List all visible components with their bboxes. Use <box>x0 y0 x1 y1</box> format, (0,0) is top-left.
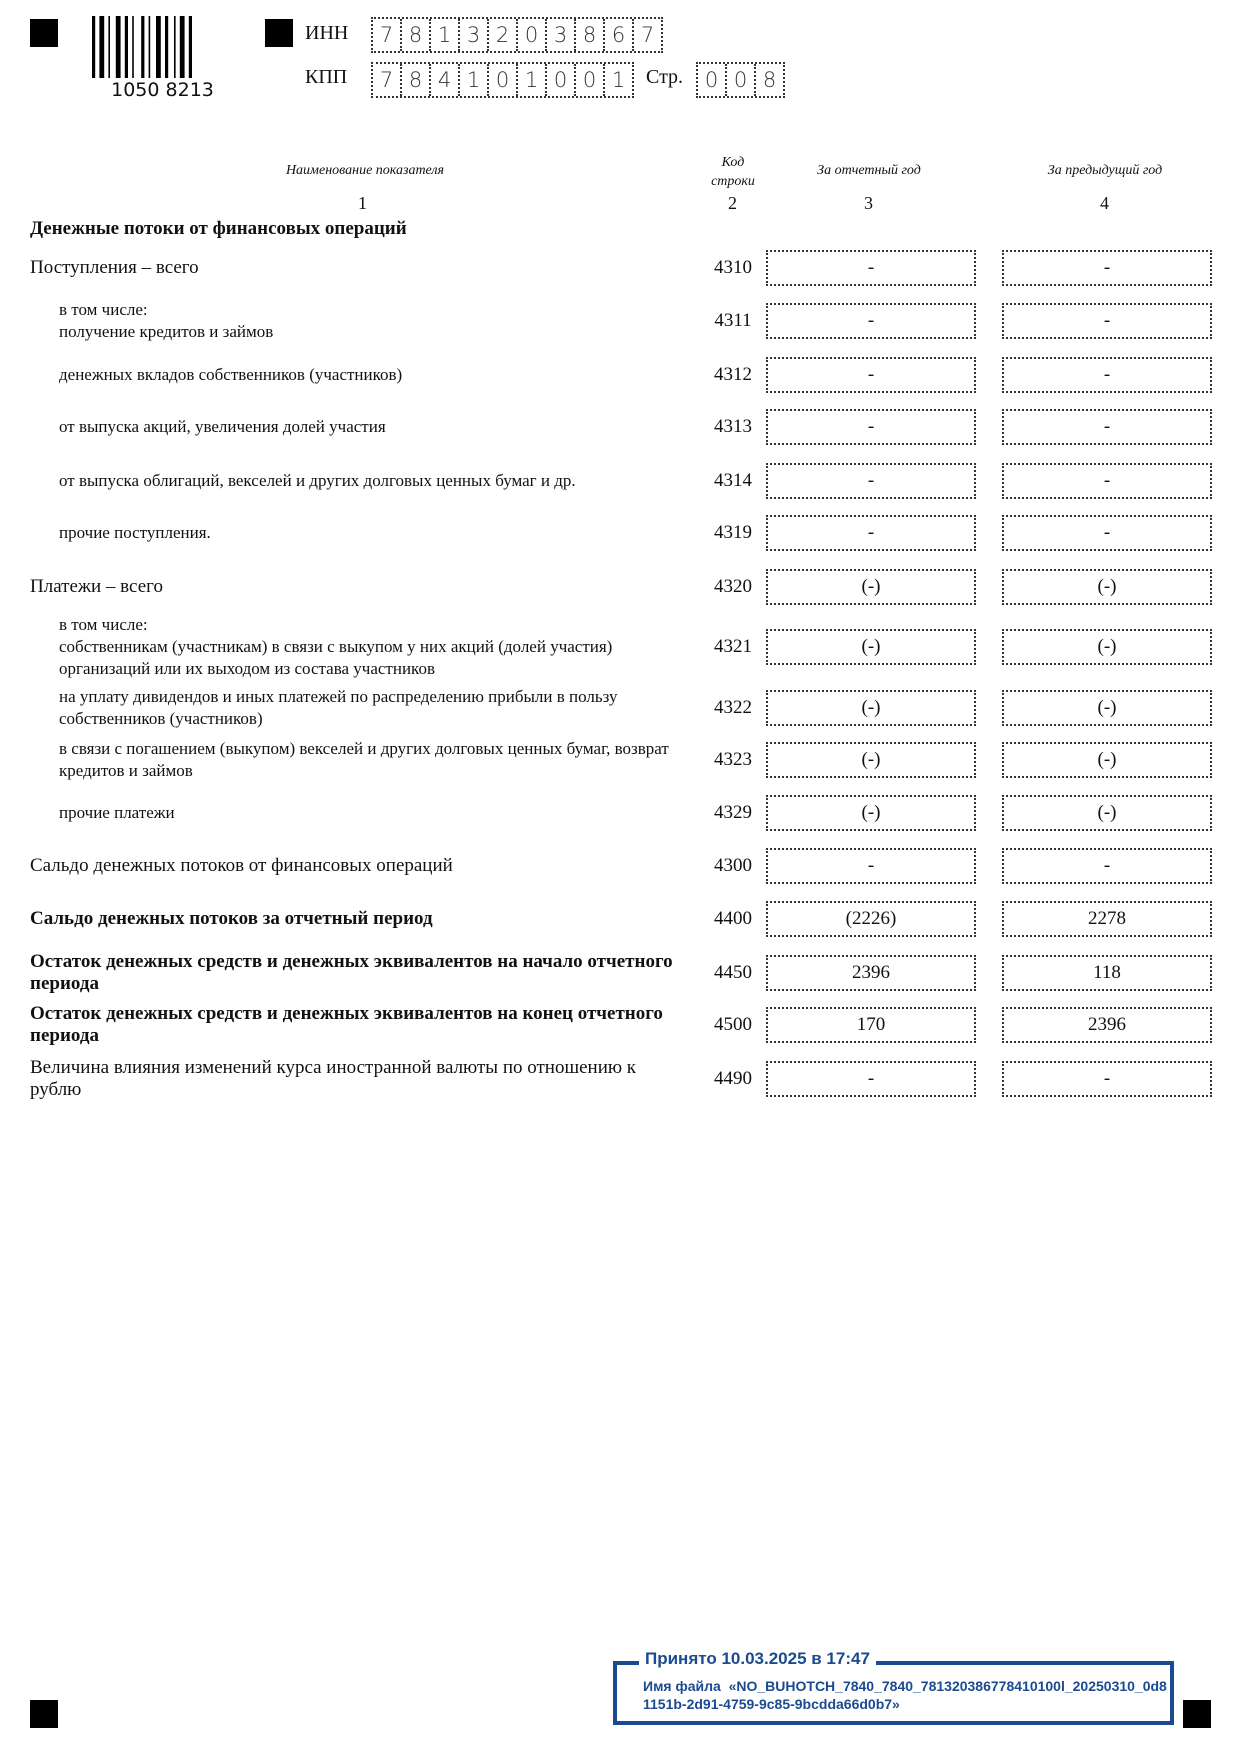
barcode-bar <box>189 16 192 78</box>
digit-cell: 0 <box>547 64 576 96</box>
col-header-current: За отчетный год <box>817 163 921 178</box>
digit-cell: 7 <box>640 23 655 47</box>
row-code: 4312 <box>714 364 752 385</box>
row-label: Платежи – всего <box>30 576 163 597</box>
digit-cell: 2 <box>489 19 518 51</box>
current-year-value: (-) <box>766 742 976 778</box>
previous-year-value: - <box>1002 357 1212 393</box>
row-code: 4500 <box>714 1014 752 1035</box>
previous-year-value: - <box>1002 1061 1212 1097</box>
digit-cell: 8 <box>762 68 777 92</box>
row-code: 4310 <box>714 257 752 278</box>
current-year-value: - <box>766 357 976 393</box>
previous-year-value: - <box>1002 848 1212 884</box>
current-year-value: - <box>766 409 976 445</box>
digit-cell: 1 <box>518 64 547 96</box>
digit-cell: 8 <box>576 19 605 51</box>
row-label: Сальдо денежных потоков от финансовых операций <box>30 855 453 876</box>
row-code: 4329 <box>714 802 752 823</box>
barcode-bar <box>108 16 110 78</box>
col-number: 2 <box>728 193 737 213</box>
barcode <box>90 16 235 101</box>
current-year-value: (-) <box>766 795 976 831</box>
row-code: 4314 <box>714 470 752 491</box>
acceptance-stamp <box>613 1649 1174 1725</box>
barcode-bar <box>141 16 144 78</box>
digit-cell: 0 <box>727 64 756 96</box>
row-code: 4322 <box>714 697 752 718</box>
current-year-value: - <box>766 463 976 499</box>
digit-cell: 1 <box>460 64 489 96</box>
previous-year-value: - <box>1002 515 1212 551</box>
previous-year-value: (-) <box>1002 569 1212 605</box>
barcode-bar <box>125 16 128 78</box>
page-label: Стр. <box>646 66 684 88</box>
row-label: от выпуска акций, увеличения долей участия <box>59 417 386 436</box>
barcode-bar <box>174 16 176 78</box>
previous-year-value: 118 <box>1002 955 1212 991</box>
row-code: 4313 <box>714 416 752 437</box>
previous-year-value: (-) <box>1002 690 1212 726</box>
barcode-bar <box>132 16 134 78</box>
row-label: прочие платежи <box>59 803 175 822</box>
previous-year-value: - <box>1002 463 1212 499</box>
digit-cell: 3 <box>547 19 576 51</box>
previous-year-value: - <box>1002 303 1212 339</box>
inn-label: ИНН <box>305 22 349 44</box>
digit-cell: 8 <box>402 64 431 96</box>
row-code: 4311 <box>714 310 752 331</box>
previous-year-value: - <box>1002 409 1212 445</box>
current-year-value: (2226) <box>766 901 976 937</box>
row-code: 4320 <box>714 576 752 597</box>
digit-cell: 7 <box>373 64 402 96</box>
current-year-value: 2396 <box>766 955 976 991</box>
row-code: 4490 <box>714 1068 752 1089</box>
digit-cell: 6 <box>605 19 634 51</box>
row-label: в том числе: собственникам (участникам) в связи с выкупом у них акций (долей участия) организаций или их выходом из состава участников <box>59 615 613 678</box>
current-year-value: (-) <box>766 690 976 726</box>
barcode-bar <box>156 16 161 78</box>
col-number: 1 <box>358 193 367 213</box>
row-code: 4323 <box>714 749 752 770</box>
barcode-bar <box>99 16 104 78</box>
col-header-code: Код строки <box>711 155 755 189</box>
file-name: «NO_BUHOTCH_7840_7840_781320386778410100l_20250310_0d81151b-2d91-4759-9c85-9bcdda66d0b7» <box>643 1678 1167 1712</box>
kpp-label: КПП <box>305 66 348 88</box>
current-year-value: - <box>766 848 976 884</box>
barcode-bar <box>180 16 185 78</box>
file-label: Имя файла <box>643 1678 721 1694</box>
kpp-field <box>371 62 634 98</box>
previous-year-value: (-) <box>1002 795 1212 831</box>
row-label: от выпуска облигаций, векселей и других долговых ценных бумаг и др. <box>59 471 576 490</box>
row-label: Остаток денежных средств и денежных эквивалентов на начало отчетного периода <box>30 951 673 994</box>
current-year-value: (-) <box>766 569 976 605</box>
section-title: Денежные потоки от финансовых операций <box>30 218 407 239</box>
row-label: на уплату дивидендов и иных платежей по распределению прибыли в пользу собственников (участников) <box>59 687 618 728</box>
barcode-bar <box>92 16 95 78</box>
row-label: прочие поступления. <box>59 523 211 542</box>
digit-cell: 0 <box>518 19 547 51</box>
digit-cell: 0 <box>489 64 518 96</box>
previous-year-value: (-) <box>1002 742 1212 778</box>
row-code: 4450 <box>714 962 752 983</box>
current-year-value: - <box>766 515 976 551</box>
row-label: Остаток денежных средств и денежных эквивалентов на конец отчетного периода <box>30 1003 663 1046</box>
page-number-field <box>696 62 785 98</box>
row-code: 4321 <box>714 636 752 657</box>
row-code: 4400 <box>714 908 752 929</box>
col-header-name: Наименование показателя <box>285 163 445 178</box>
row-label: Сальдо денежных потоков за отчетный период <box>30 908 433 929</box>
digit-cell: 0 <box>576 64 605 96</box>
marker-square <box>1183 1700 1211 1728</box>
barcode-number: 1050 8213 <box>111 79 214 101</box>
row-label: Величина влияния изменений курса иностранной валюты по отношению к рублю <box>30 1057 637 1100</box>
digit-cell: 1 <box>611 68 626 92</box>
digit-cell: 3 <box>460 19 489 51</box>
col-number: 3 <box>864 193 873 213</box>
digit-cell: 4 <box>431 64 460 96</box>
row-code: 4319 <box>714 522 752 543</box>
barcode-bar <box>149 16 151 78</box>
barcode-bar <box>116 16 121 78</box>
digit-cell: 0 <box>698 64 727 96</box>
current-year-value: - <box>766 250 976 286</box>
row-label: денежных вкладов собственников (участников) <box>59 365 403 384</box>
stamp-file <box>643 1677 1170 1713</box>
digit-cell: 1 <box>431 19 460 51</box>
inn-field <box>371 17 663 53</box>
row-code: 4300 <box>714 855 752 876</box>
previous-year-value: (-) <box>1002 629 1212 665</box>
col-header-previous: За предыдущий год <box>1047 163 1163 178</box>
current-year-value: - <box>766 1061 976 1097</box>
previous-year-value: 2396 <box>1002 1007 1212 1043</box>
previous-year-value: - <box>1002 250 1212 286</box>
current-year-value: 170 <box>766 1007 976 1043</box>
marker-square <box>30 1700 58 1728</box>
previous-year-value: 2278 <box>1002 901 1212 937</box>
barcode-bar <box>165 16 168 78</box>
digit-cell: 7 <box>373 19 402 51</box>
digit-cell: 8 <box>402 19 431 51</box>
row-label: Поступления – всего <box>30 257 199 278</box>
stamp-title: Принято 10.03.2025 в 17:47 <box>639 1649 876 1669</box>
marker-square <box>265 19 293 47</box>
marker-square <box>30 19 58 47</box>
current-year-value: - <box>766 303 976 339</box>
current-year-value: (-) <box>766 629 976 665</box>
col-number: 4 <box>1100 193 1109 213</box>
row-label: в том числе: получение кредитов и займов <box>59 300 274 341</box>
row-label: в связи с погашением (выкупом) векселей и других долговых ценных бумаг, возврат кредитов и займов <box>59 739 669 780</box>
